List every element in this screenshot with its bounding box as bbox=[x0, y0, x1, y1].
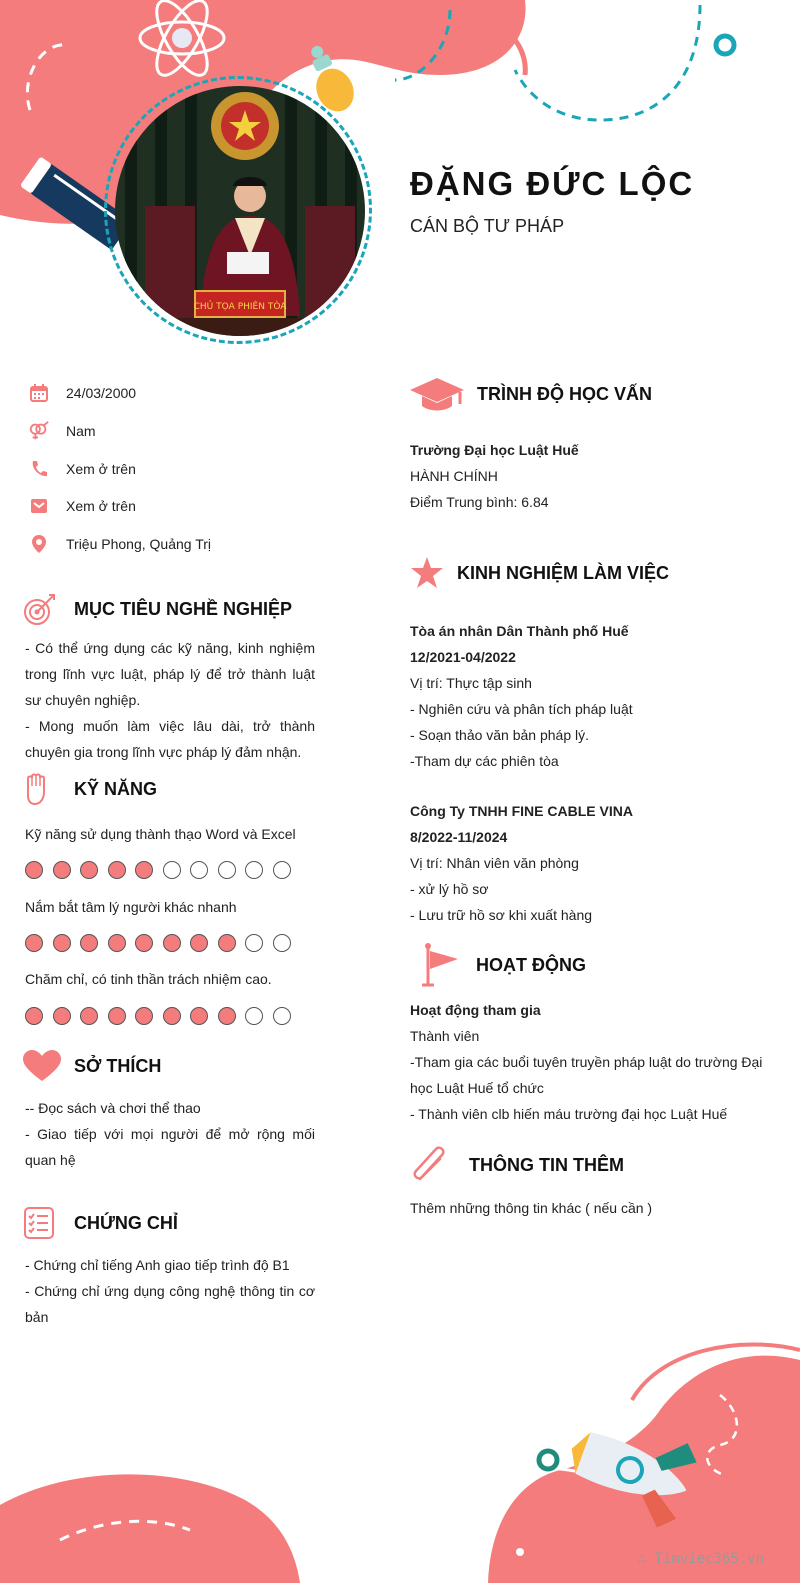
activities-heading: HOẠT ĐỘNG bbox=[476, 954, 586, 975]
job-company: Tòa án nhân Dân Thành phố Huế bbox=[410, 623, 629, 639]
skill-rating bbox=[25, 1007, 300, 1025]
skills-header bbox=[23, 772, 157, 806]
education-text bbox=[410, 437, 770, 515]
hobbies-header bbox=[23, 1050, 161, 1082]
contact-email bbox=[28, 495, 136, 517]
activity-line: -Tham gia các buổi tuyên truyền pháp luật do trường Đại học Luật Huế tổ chức bbox=[410, 1054, 763, 1096]
education-major: HÀNH CHÍNH bbox=[410, 468, 498, 484]
job-line: -Tham dự các phiên tòa bbox=[410, 753, 559, 769]
activities-title: Hoạt động tham gia bbox=[410, 1002, 541, 1018]
certificates-text bbox=[25, 1252, 315, 1330]
certificates-header bbox=[23, 1206, 178, 1240]
contact-address bbox=[28, 533, 211, 555]
objective-text bbox=[25, 635, 315, 765]
skill-label: Kỹ năng sử dụng thành thạo Word và Excel bbox=[25, 826, 296, 842]
contact-dob bbox=[28, 382, 136, 404]
rating-dot-filled bbox=[108, 934, 126, 952]
rating-dot-empty bbox=[273, 934, 291, 952]
certificates-heading: CHỨNG CHỈ bbox=[74, 1212, 178, 1233]
rating-dot-filled bbox=[135, 934, 153, 952]
rating-dot-filled bbox=[25, 1007, 43, 1025]
skills-heading: KỸ NĂNG bbox=[74, 778, 158, 799]
graduation-cap-icon bbox=[410, 376, 464, 412]
rating-dot-filled bbox=[108, 1007, 126, 1025]
hobbies-heading: SỞ THÍCH bbox=[74, 1055, 162, 1076]
activity-line: - Thành viên clb hiến máu trường đại học Luật Huế bbox=[410, 1106, 728, 1122]
email-icon bbox=[28, 495, 50, 517]
rating-dot-empty bbox=[245, 934, 263, 952]
certificate-line: - Chứng chỉ ứng dụng công nghệ thông tin cơ bản bbox=[25, 1283, 315, 1325]
activities-header bbox=[416, 943, 586, 987]
job-line: - xử lý hồ sơ bbox=[410, 881, 489, 897]
education-heading: TRÌNH ĐỘ HỌC VẤN bbox=[477, 383, 652, 404]
hobby-line: -- Đọc sách và chơi thể thao bbox=[25, 1100, 201, 1116]
paperclip-icon bbox=[410, 1145, 452, 1185]
objective-line: - Mong muốn làm việc lâu dài, trở thành chuyên gia trong lĩnh vực pháp lý đảm nhận. bbox=[25, 718, 315, 760]
experience-job bbox=[410, 798, 770, 928]
rating-dot-filled bbox=[108, 861, 126, 879]
job-period: 8/2022-11/2024 bbox=[410, 829, 508, 845]
contact-dob-value: 24/03/2000 bbox=[66, 385, 137, 401]
candidate-name: ĐẶNG ĐỨC LỘC bbox=[410, 165, 695, 202]
rating-dot-filled bbox=[53, 1007, 71, 1025]
phone-icon bbox=[28, 458, 50, 480]
education-school: Trường Đại học Luật Huế bbox=[410, 442, 579, 458]
additional-heading: THÔNG TIN THÊM bbox=[469, 1154, 624, 1175]
skill-rating bbox=[25, 934, 300, 952]
rating-dot-empty bbox=[163, 861, 181, 879]
skill-rating bbox=[25, 861, 300, 879]
rating-dot-empty bbox=[190, 861, 208, 879]
objective-heading: MỤC TIÊU NGHỀ NGHIỆP bbox=[74, 598, 293, 619]
location-pin-icon bbox=[28, 533, 50, 555]
education-gpa: Điểm Trung bình: 6.84 bbox=[410, 494, 549, 510]
rating-dot-empty bbox=[273, 1007, 291, 1025]
experience-job bbox=[410, 618, 770, 774]
contact-email-value: Xem ở trên bbox=[66, 498, 136, 514]
photo-caption: CHỦ TỌA PHIÊN TÒA bbox=[193, 302, 287, 312]
objective-header bbox=[23, 592, 292, 626]
rating-dot-empty bbox=[273, 861, 291, 879]
rating-dot-filled bbox=[190, 934, 208, 952]
candidate-title: CÁN BỘ TƯ PHÁP bbox=[410, 216, 565, 236]
skill-label: Chăm chỉ, có tinh thần trách nhiệm cao. bbox=[25, 971, 272, 987]
rating-dot-filled bbox=[80, 1007, 98, 1025]
job-period: 12/2021-04/2022 bbox=[410, 649, 516, 665]
job-line: Vị trí: Thực tập sinh bbox=[410, 675, 532, 691]
job-line: - Nghiên cứu và phân tích pháp luật bbox=[410, 701, 633, 717]
additional-header bbox=[410, 1145, 624, 1185]
certificate-line: - Chứng chỉ tiếng Anh giao tiếp trình độ B1 bbox=[25, 1257, 290, 1273]
rating-dot-filled bbox=[190, 1007, 208, 1025]
rating-dot-filled bbox=[218, 934, 236, 952]
rating-dot-empty bbox=[245, 861, 263, 879]
job-company: Công Ty TNHH FINE CABLE VINA bbox=[410, 803, 633, 819]
checklist-icon bbox=[23, 1206, 55, 1240]
calendar-icon bbox=[28, 382, 50, 404]
rating-dot-filled bbox=[25, 934, 43, 952]
rating-dot-filled bbox=[53, 934, 71, 952]
education-header bbox=[410, 376, 652, 412]
rating-dot-filled bbox=[135, 861, 153, 879]
hobby-line: - Giao tiếp với mọi người để mở rộng mối quan hệ bbox=[25, 1126, 315, 1168]
target-icon bbox=[23, 592, 57, 626]
contact-gender-value: Nam bbox=[66, 423, 96, 439]
activities-text bbox=[410, 997, 770, 1127]
hand-icon bbox=[23, 772, 51, 806]
rating-dot-empty bbox=[218, 861, 236, 879]
rating-dot-filled bbox=[25, 861, 43, 879]
star-icon bbox=[410, 556, 444, 590]
rating-dot-filled bbox=[80, 934, 98, 952]
job-line: - Soạn thảo văn bản pháp lý. bbox=[410, 727, 590, 743]
rating-dot-empty bbox=[245, 1007, 263, 1025]
watermark: ∴ Timviec365.vn bbox=[637, 1551, 764, 1567]
rating-dot-filled bbox=[163, 934, 181, 952]
experience-header bbox=[410, 556, 669, 590]
avatar bbox=[115, 86, 365, 336]
rating-dot-filled bbox=[218, 1007, 236, 1025]
heart-icon bbox=[23, 1050, 61, 1082]
skill-label: Nắm bắt tâm lý người khác nhanh bbox=[25, 899, 237, 915]
objective-line: - Có thể ứng dụng các kỹ năng, kinh nghiệm trong lĩnh vực luật, pháp lý để trở thành luật sư chuyên nghiệp. bbox=[25, 640, 315, 708]
gender-icon bbox=[28, 420, 50, 442]
contact-gender bbox=[28, 420, 96, 442]
rating-dot-filled bbox=[135, 1007, 153, 1025]
job-line: Vị trí: Nhân viên văn phòng bbox=[410, 855, 579, 871]
rating-dot-filled bbox=[163, 1007, 181, 1025]
contact-phone bbox=[28, 458, 136, 480]
activity-line: Thành viên bbox=[410, 1028, 480, 1044]
rating-dot-filled bbox=[53, 861, 71, 879]
hobbies-text bbox=[25, 1095, 315, 1173]
additional-text: Thêm những thông tin khác ( nếu cần ) bbox=[410, 1200, 653, 1216]
contact-address-value: Triệu Phong, Quảng Trị bbox=[66, 536, 212, 552]
flag-icon bbox=[416, 943, 460, 987]
experience-heading: KINH NGHIỆM LÀM VIỆC bbox=[457, 562, 670, 583]
rating-dot-filled bbox=[80, 861, 98, 879]
job-line: - Lưu trữ hồ sơ khi xuất hàng bbox=[410, 907, 593, 923]
contact-phone-value: Xem ở trên bbox=[66, 461, 136, 477]
